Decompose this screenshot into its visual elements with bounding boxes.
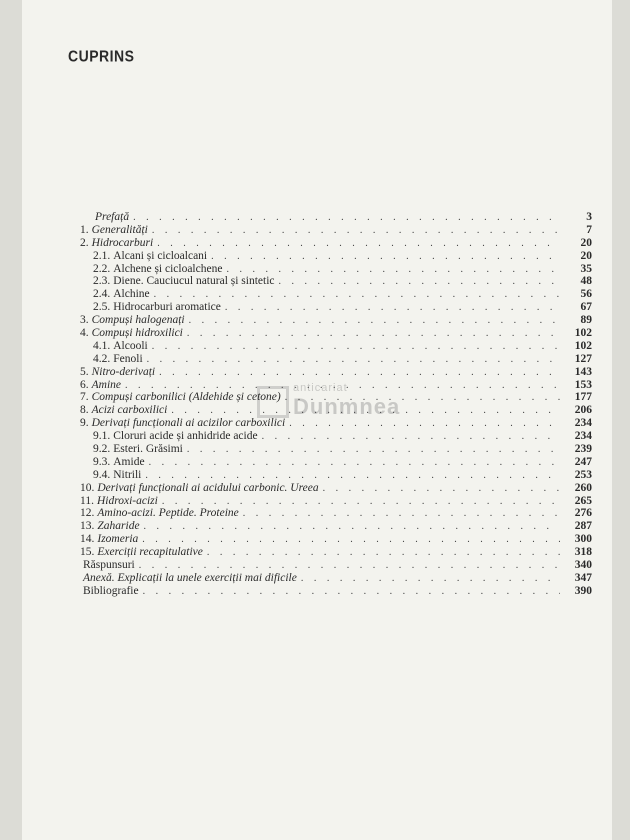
toc-entry-number: 6. xyxy=(80,378,89,391)
toc-entry-page: 253 xyxy=(574,468,592,481)
toc-entry-page: 20 xyxy=(580,236,592,249)
toc-entry-label: Alchene și cicloalchene xyxy=(113,262,223,275)
toc-entry xyxy=(80,301,592,314)
toc-entry-label: Nitro-derivați xyxy=(91,365,156,378)
toc-entry-number: 2.3. xyxy=(93,275,111,288)
toc-entry xyxy=(80,417,592,430)
toc-entry-number: 9.1. xyxy=(93,430,111,443)
toc-entry-label: Acizi carboxilici xyxy=(91,404,168,417)
toc-entry-page: 35 xyxy=(580,262,592,275)
toc-leader-dots xyxy=(143,586,560,599)
toc-entry-number: 4.1. xyxy=(93,339,111,352)
toc-entry-page: 247 xyxy=(574,455,592,468)
toc-entry-number: 3. xyxy=(80,314,89,327)
toc-entry-page: 143 xyxy=(574,365,592,378)
toc-entry-page: 3 xyxy=(586,211,592,223)
toc-entry xyxy=(80,572,592,585)
toc-entry-label: Zaharide xyxy=(97,520,140,533)
toc-entry xyxy=(80,533,592,546)
toc-entry xyxy=(80,507,592,520)
page-title: CUPRINS xyxy=(68,46,135,66)
toc-entry xyxy=(80,482,592,495)
toc-entry-number: 2.2. xyxy=(93,262,111,275)
toc-entry-label: Esteri. Grăsimi xyxy=(113,443,183,456)
toc-entry-label: Nitrili xyxy=(113,468,142,481)
toc-entry xyxy=(80,224,592,237)
toc-entry-label: Generalități xyxy=(91,223,148,236)
toc-entry-label: Izomeria xyxy=(97,533,139,546)
toc-entry xyxy=(80,314,592,327)
toc-entry-page: 89 xyxy=(580,314,592,327)
toc-entry-label: Bibliografie xyxy=(83,584,139,597)
toc-entry-label: Cloruri acide și anhidride acide xyxy=(113,430,258,443)
toc-entry xyxy=(80,585,592,598)
toc-entry-page: 234 xyxy=(574,430,592,443)
toc-entry-page: 177 xyxy=(574,391,592,404)
watermark-big-text: Dunmnea xyxy=(293,394,401,419)
toc-entry-page: 234 xyxy=(574,417,592,430)
toc-entry xyxy=(80,520,592,533)
toc-entry-label: Răspunsuri xyxy=(83,559,135,572)
toc-entry xyxy=(80,456,592,469)
toc-entry-page: 265 xyxy=(574,494,592,507)
table-of-contents xyxy=(80,211,592,598)
toc-entry-page: 276 xyxy=(574,507,592,520)
toc-entry-page: 318 xyxy=(574,546,592,559)
toc-entry-number: 11. xyxy=(80,494,94,507)
toc-entry xyxy=(80,430,592,443)
toc-entry-label: Amine xyxy=(91,378,122,391)
toc-entry-page: 260 xyxy=(574,481,592,494)
toc-entry-number: 12. xyxy=(80,507,95,520)
toc-entry xyxy=(80,546,592,559)
toc-entry-number: 7. xyxy=(80,391,89,404)
toc-entry-label: Amino-acizi. Peptide. Proteine xyxy=(97,507,239,520)
toc-entry xyxy=(80,495,592,508)
toc-entry xyxy=(80,443,592,456)
toc-entry xyxy=(80,469,592,482)
toc-entry-number: 2. xyxy=(80,236,89,249)
toc-entry-label: Exerciții recapitulative xyxy=(97,546,203,559)
toc-entry-label: Derivați funcționali ai acidului carbonic. Ureea xyxy=(97,481,319,494)
toc-entry-page: 56 xyxy=(580,288,592,301)
toc-entry xyxy=(80,211,592,224)
toc-entry-page: 300 xyxy=(574,533,592,546)
toc-entry xyxy=(80,353,592,366)
toc-entry xyxy=(80,275,592,288)
toc-entry-page: 67 xyxy=(580,301,592,314)
toc-entry-number: 15. xyxy=(80,546,95,559)
toc-entry xyxy=(80,237,592,250)
toc-entry-page: 102 xyxy=(574,339,592,352)
toc-entry-label: Diene. Cauciucul natural și sintetic xyxy=(113,275,275,288)
toc-entry xyxy=(80,559,592,572)
toc-entry-number: 2.4. xyxy=(93,288,111,301)
toc-entry-number: 10. xyxy=(80,481,95,494)
toc-entry-number: 9.3. xyxy=(93,455,111,468)
toc-entry-page: 340 xyxy=(574,559,592,572)
toc-entry-number: 14. xyxy=(80,533,95,546)
watermark-small-text: anticariat xyxy=(293,382,348,394)
toc-entry-label: Compuși carbonilici (Aldehide și cetone) xyxy=(91,391,281,404)
toc-entry-label: Amide xyxy=(113,455,145,468)
toc-entry-label: Hidrocarburi xyxy=(91,236,154,249)
book-page xyxy=(22,0,612,840)
toc-entry-number: 13. xyxy=(80,520,95,533)
toc-entry-label: Alchine xyxy=(113,288,150,301)
toc-entry-label: Anexă. Explicații la unele exerciții mai dificile xyxy=(83,571,297,584)
toc-entry-number: 4. xyxy=(80,327,89,340)
toc-entry-label: Hidrocarburi aromatice xyxy=(113,301,221,314)
toc-entry-page: 153 xyxy=(574,378,592,391)
toc-entry-page: 20 xyxy=(580,249,592,262)
toc-entry xyxy=(80,340,592,353)
toc-entry-label: Hidroxi-acizi xyxy=(96,494,158,507)
toc-entry xyxy=(80,250,592,263)
toc-entry-label: Derivați funcționali ai acizilor carboxilici xyxy=(91,417,286,430)
toc-entry-number: 8. xyxy=(80,404,89,417)
toc-entry-number: 2.1. xyxy=(93,249,111,262)
toc-entry-page: 127 xyxy=(574,352,592,365)
toc-entry-label: Compuși halogenați xyxy=(91,314,185,327)
toc-entry-label: Alcooli xyxy=(113,339,148,352)
toc-entry-number: 9. xyxy=(80,417,89,430)
toc-entry-number: 2.5. xyxy=(93,301,111,314)
toc-entry-page: 347 xyxy=(574,571,592,584)
toc-entry-number: 9.4. xyxy=(93,468,111,481)
toc-entry-number: 5. xyxy=(80,365,89,378)
toc-entry xyxy=(80,288,592,301)
toc-entry xyxy=(80,404,592,417)
toc-entry-label: Fenoli xyxy=(113,352,143,365)
toc-entry xyxy=(80,379,592,392)
toc-entry-label: Alcani și cicloalcani xyxy=(113,249,208,262)
toc-entry-number: 1. xyxy=(80,223,89,236)
toc-entry-page: 390 xyxy=(574,584,592,597)
toc-entry xyxy=(80,366,592,379)
toc-entry xyxy=(80,327,592,340)
toc-entry xyxy=(80,391,592,404)
toc-entry-page: 239 xyxy=(574,443,592,456)
toc-entry-page: 206 xyxy=(574,404,592,417)
toc-entry-number: 4.2. xyxy=(93,352,111,365)
toc-entry-page: 7 xyxy=(586,223,592,236)
toc-entry-label: Compuși hidroxilici xyxy=(91,327,183,340)
toc-entry-page: 102 xyxy=(574,327,592,340)
toc-entry-label: Prefață xyxy=(95,211,130,223)
toc-entry xyxy=(80,263,592,276)
toc-entry-number: 9.2. xyxy=(93,443,111,456)
toc-entry-page: 48 xyxy=(580,275,592,288)
toc-entry-page: 287 xyxy=(574,520,592,533)
